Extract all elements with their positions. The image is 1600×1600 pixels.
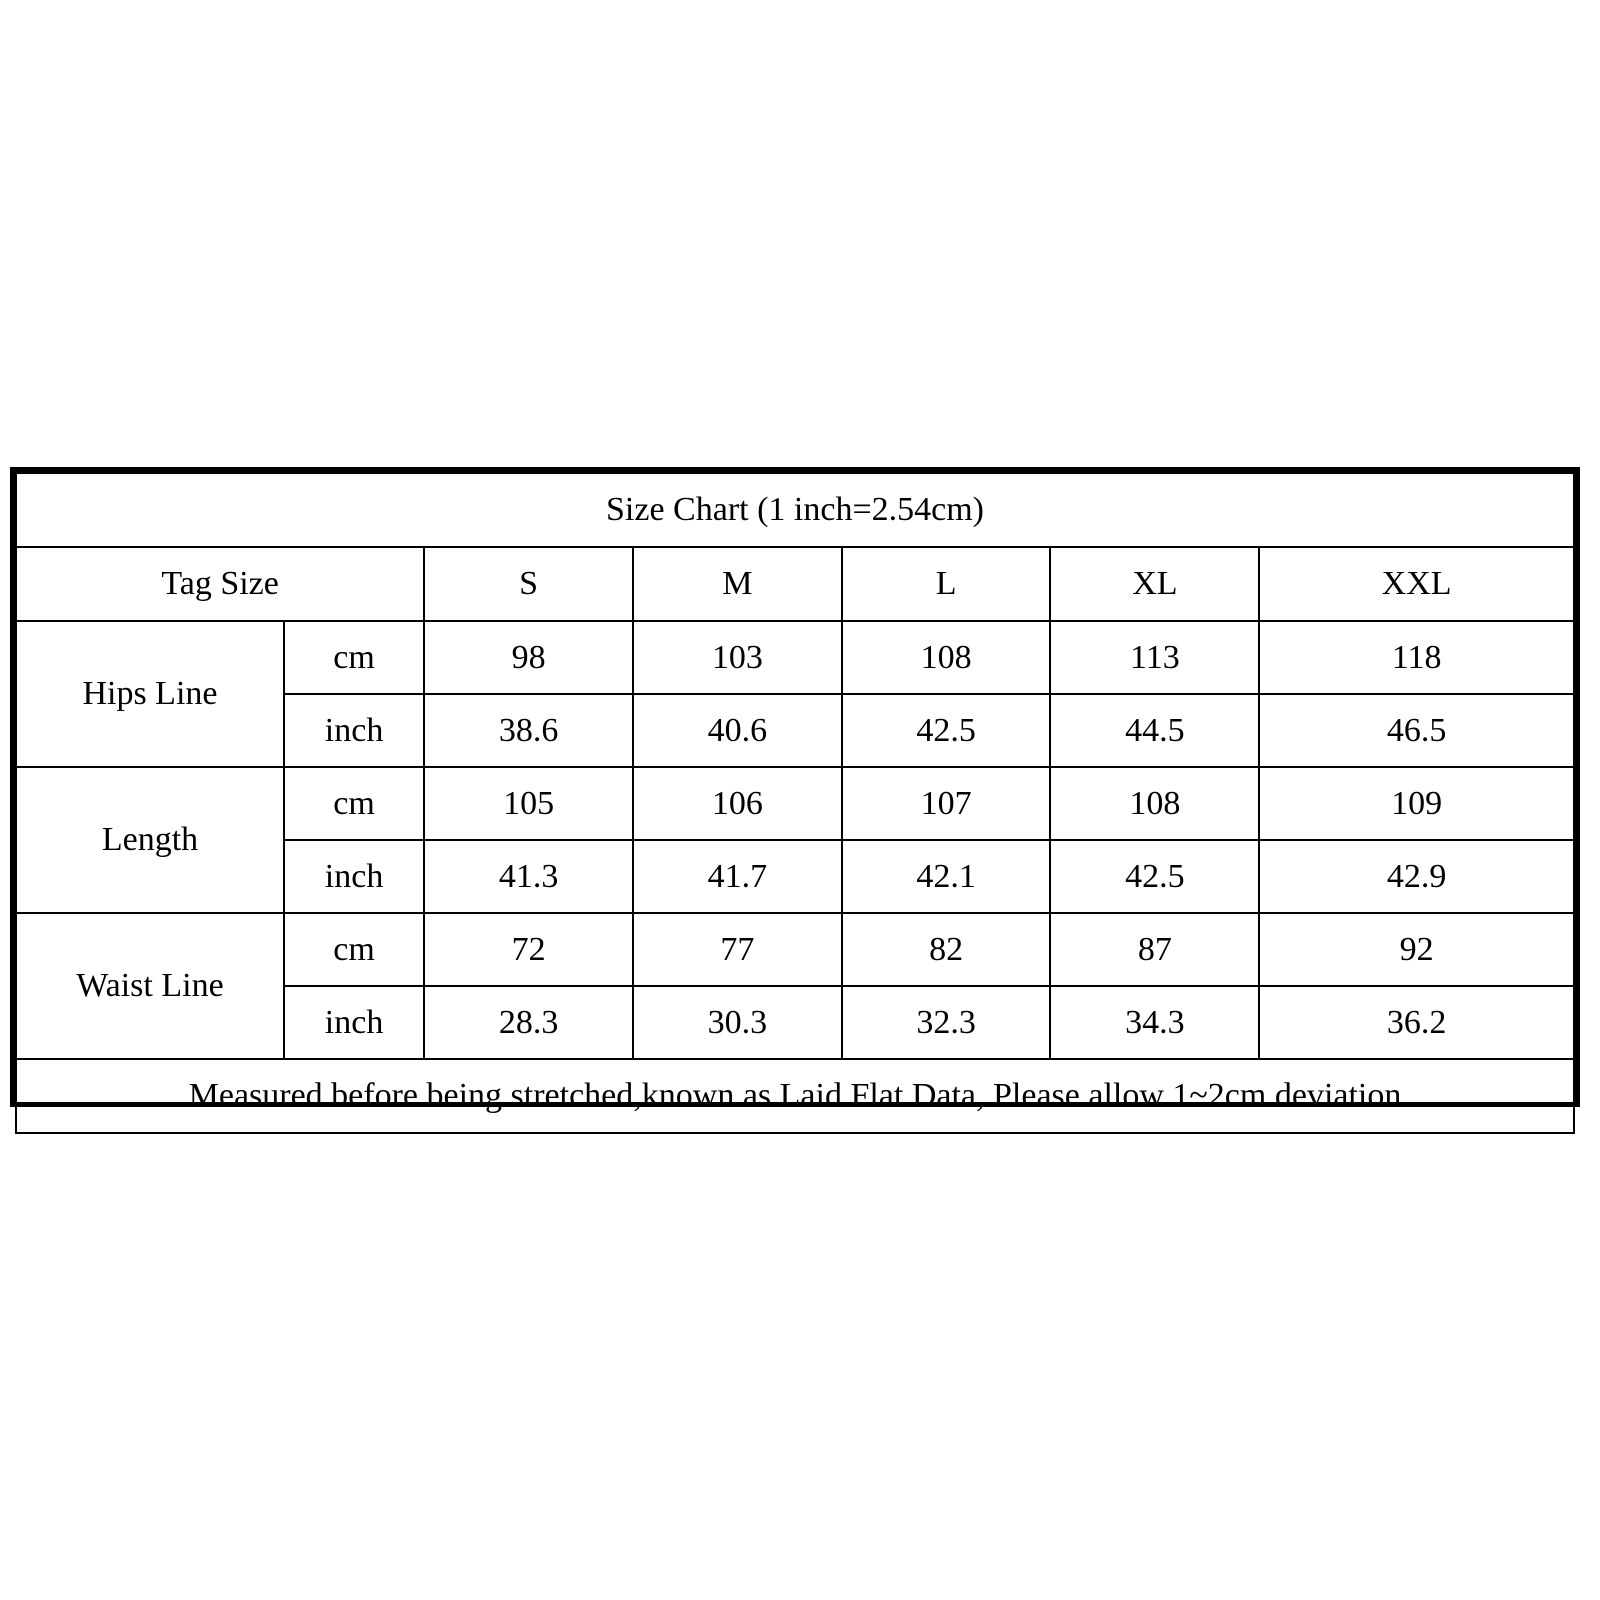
measurement-label-hips-line: Hips Line [16,621,284,767]
cell-hips-cm-m: 103 [633,621,842,694]
cell-waist-cm-m: 77 [633,913,842,986]
table-row [16,913,1574,986]
size-header-xl: XL [1050,547,1259,621]
size-chart-table [15,472,1575,1134]
cell-waist-inch-m: 30.3 [633,986,842,1059]
cell-waist-inch-xl: 34.3 [1050,986,1259,1059]
unit-cell-waist-cm: cm [284,913,424,986]
cell-length-cm-xxl: 109 [1259,767,1574,840]
cell-length-inch-s: 41.3 [424,840,633,913]
unit-cell-hips-inch: inch [284,694,424,767]
cell-hips-inch-xl: 44.5 [1050,694,1259,767]
cell-length-cm-l: 107 [842,767,1051,840]
cell-waist-cm-l: 82 [842,913,1051,986]
tag-size-label: Tag Size [16,547,424,621]
cell-hips-inch-m: 40.6 [633,694,842,767]
size-header-xxl: XXL [1259,547,1574,621]
cell-waist-inch-l: 32.3 [842,986,1051,1059]
measurement-label-waist-line: Waist Line [16,913,284,1059]
table-title-row [16,473,1574,547]
chart-title: Size Chart (1 inch=2.54cm) [16,473,1574,547]
cell-waist-inch-xxl: 36.2 [1259,986,1574,1059]
table-row [16,767,1574,840]
chart-footer-note: Measured before being stretched,known as Laid Flat Data, Please allow 1~2cm deviation [16,1059,1574,1133]
size-chart-container [10,467,1580,1114]
cell-hips-inch-xxl: 46.5 [1259,694,1574,767]
measurement-label-length: Length [16,767,284,913]
size-header-s: S [424,547,633,621]
cell-length-cm-s: 105 [424,767,633,840]
cell-waist-cm-xl: 87 [1050,913,1259,986]
cell-length-inch-xl: 42.5 [1050,840,1259,913]
table-row [16,621,1574,694]
table-footer-row [16,1059,1574,1133]
cell-waist-cm-s: 72 [424,913,633,986]
unit-cell-hips-cm: cm [284,621,424,694]
cell-hips-cm-s: 98 [424,621,633,694]
cell-hips-cm-l: 108 [842,621,1051,694]
table-header-row [16,547,1574,621]
cell-hips-cm-xl: 113 [1050,621,1259,694]
unit-cell-waist-inch: inch [284,986,424,1059]
size-header-m: M [633,547,842,621]
unit-cell-length-cm: cm [284,767,424,840]
unit-cell-length-inch: inch [284,840,424,913]
cell-length-inch-m: 41.7 [633,840,842,913]
cell-length-inch-l: 42.1 [842,840,1051,913]
cell-hips-inch-l: 42.5 [842,694,1051,767]
cell-hips-cm-xxl: 118 [1259,621,1574,694]
cell-length-cm-m: 106 [633,767,842,840]
cell-length-cm-xl: 108 [1050,767,1259,840]
cell-waist-inch-s: 28.3 [424,986,633,1059]
cell-waist-cm-xxl: 92 [1259,913,1574,986]
size-header-l: L [842,547,1051,621]
cell-length-inch-xxl: 42.9 [1259,840,1574,913]
cell-hips-inch-s: 38.6 [424,694,633,767]
